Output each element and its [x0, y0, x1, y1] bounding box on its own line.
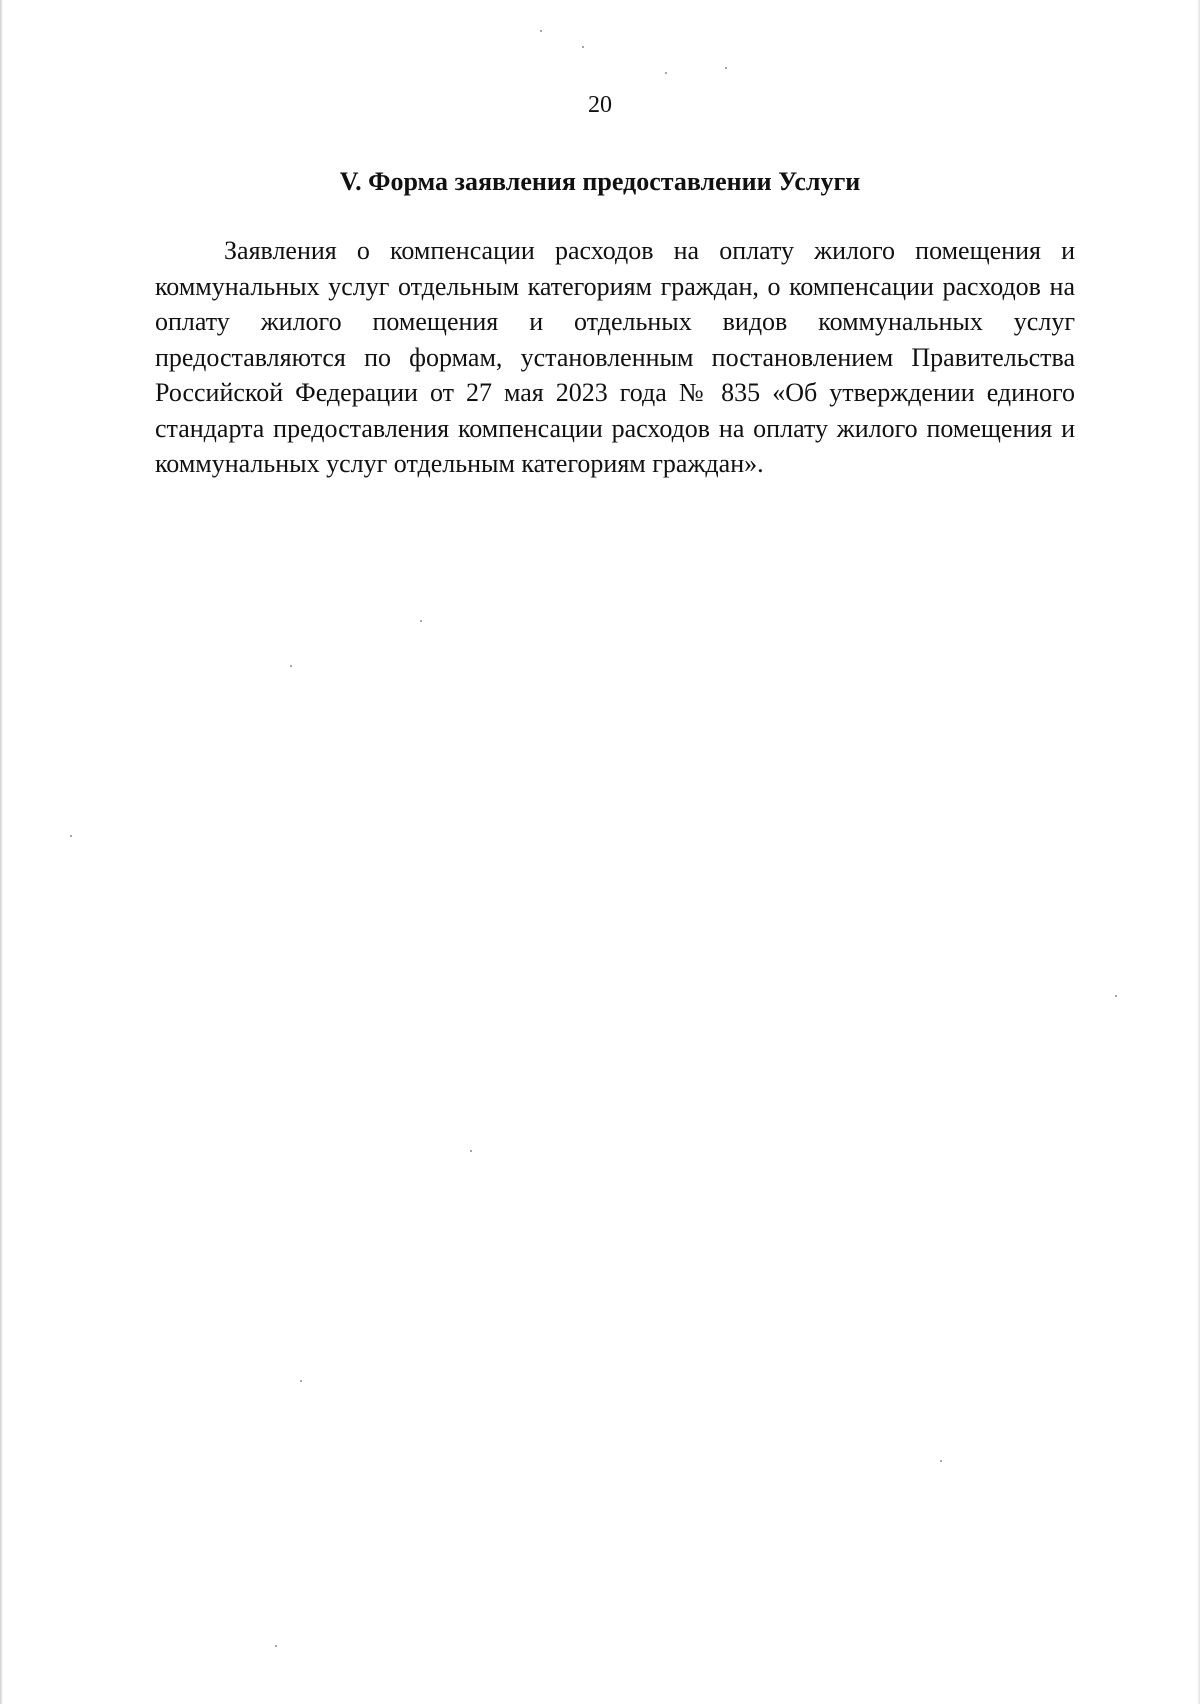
body-paragraph: Заявления о компенсации расходов на оплату жилого помещения и коммунальных услуг отдельным категориям граждан, о компенсации расходов на оплату жилого помещения и отдельных видов коммунальных услуг предоставляются по формам, установленным постановлением Правительства Российской Федерации от 27 мая 2023 года № 835 «Об утверждении единого стандарта предоставления компенсации расходов на оплату жилого помещения и коммунальных услуг отдельным категориям граждан». — [155, 236, 1075, 478]
scan-speck — [1115, 995, 1117, 997]
scan-speck — [665, 72, 667, 74]
scan-speck — [300, 1380, 302, 1382]
scan-speck — [290, 665, 292, 667]
scan-speck — [940, 1460, 942, 1462]
page-number: 20 — [588, 92, 612, 118]
scan-speck — [470, 1150, 472, 1152]
scan-speck — [540, 30, 542, 32]
scan-speck — [275, 1645, 277, 1647]
section-heading: V. Форма заявления предоставлении Услуги — [339, 167, 861, 196]
scan-speck — [725, 67, 727, 69]
scan-speck — [70, 835, 72, 837]
scan-speck — [582, 46, 584, 48]
scan-speck — [420, 620, 422, 622]
scan-left-edge — [0, 0, 3, 1704]
